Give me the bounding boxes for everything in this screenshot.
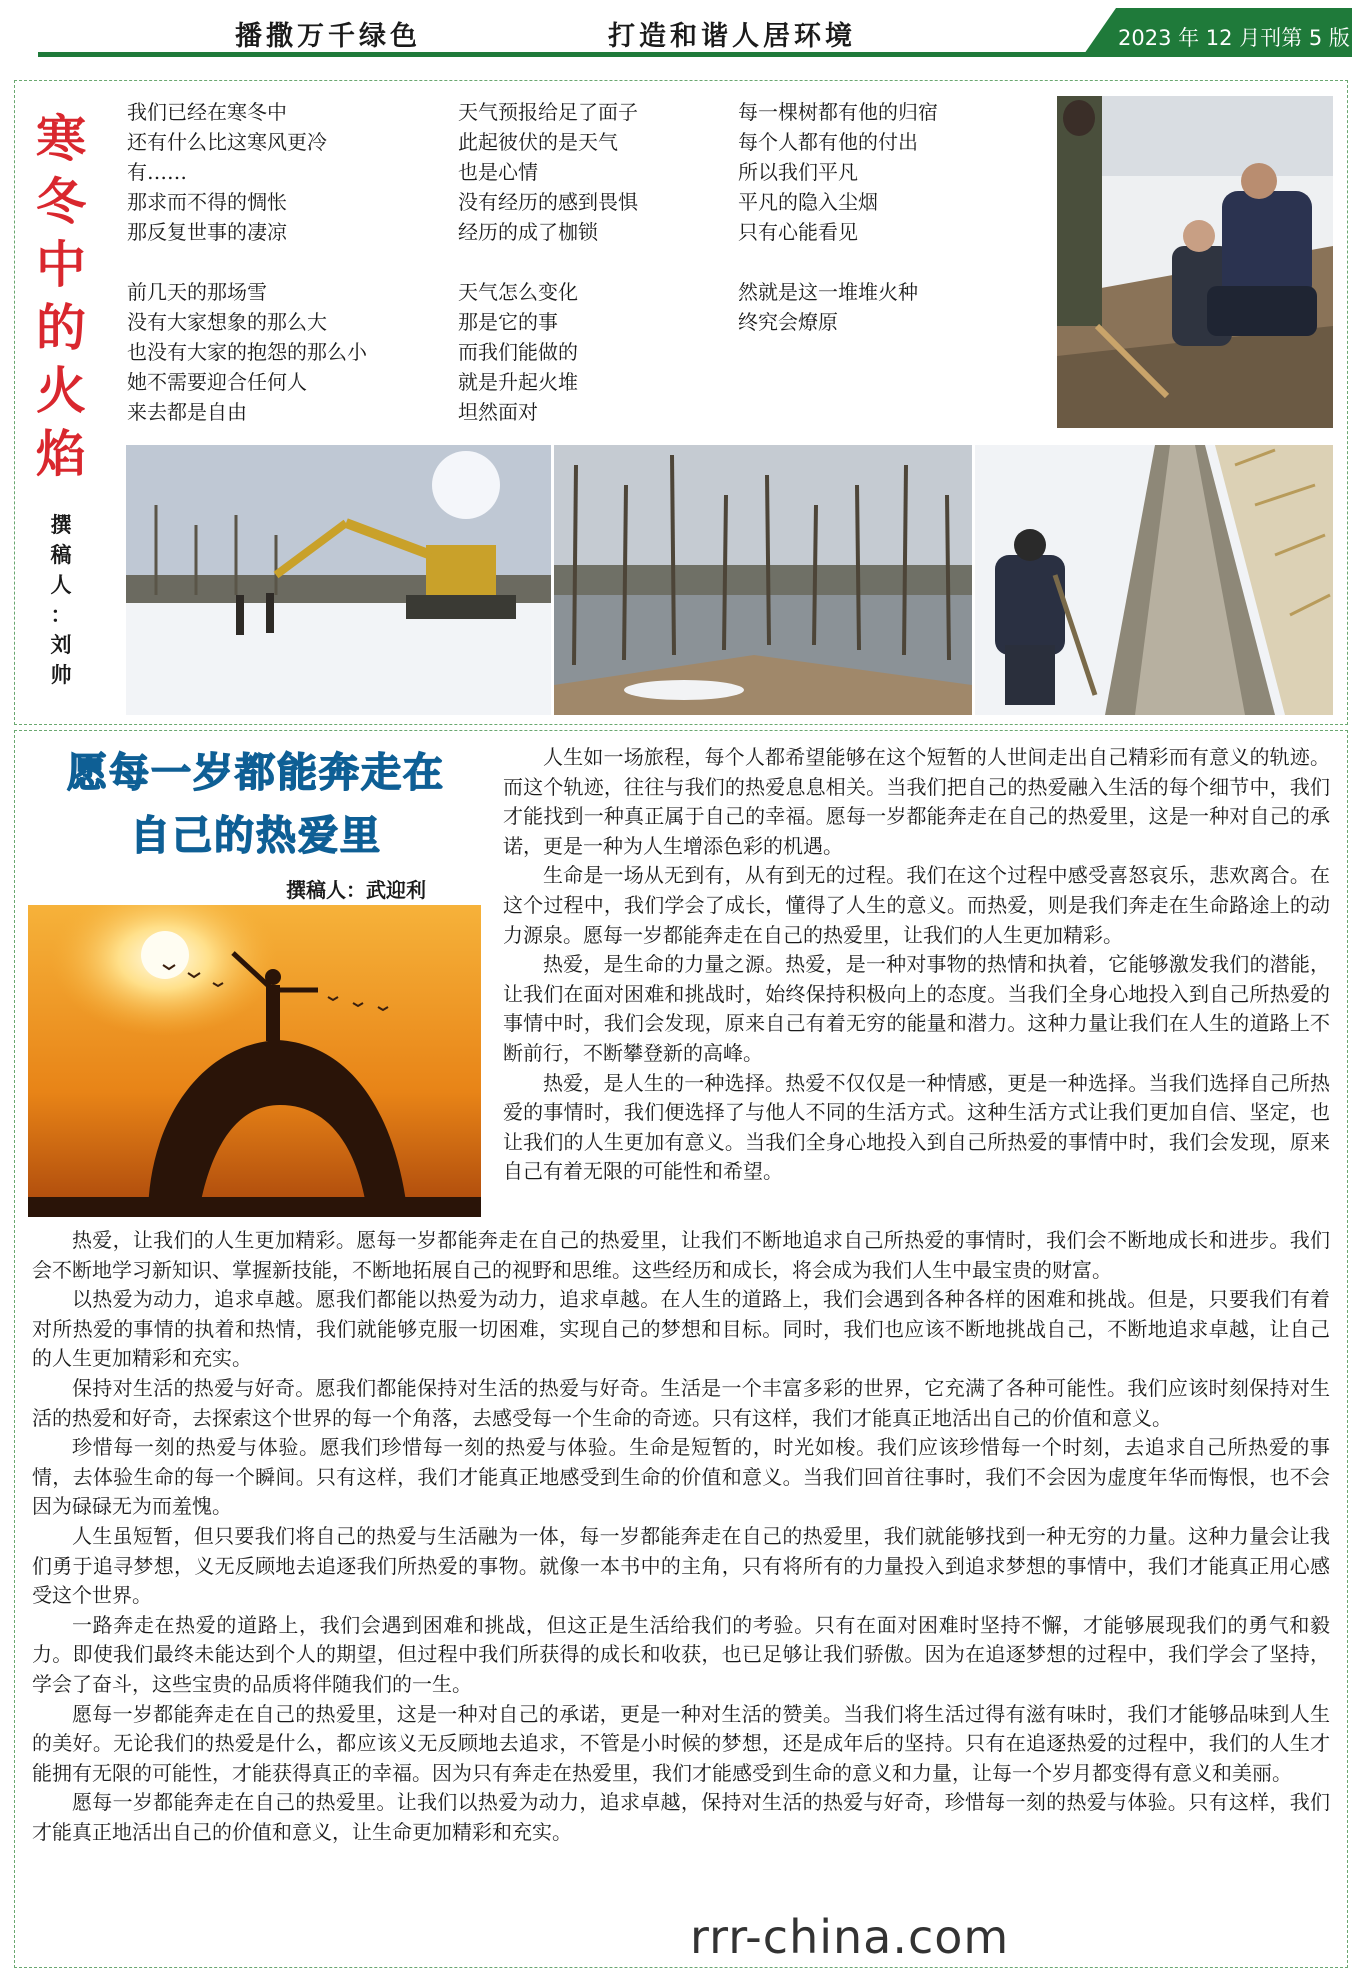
- photo-workers-in-snow: [1057, 96, 1333, 428]
- poem-line: 所以我们平凡: [738, 160, 858, 184]
- article-paragraph: 人生如一场旅程，每个人都希望能够在这个短暂的人世间走出自己精彩而有意义的轨迹。而这个轨迹，往往与我们的热爱息息相关。当我们把自己的热爱融入生活的每个细节中，我们才能找到一种真正属于自己的幸福。愿每一岁都能奔走在自己的热爱里，这是一种对自己的承诺，更是一种为人生增添色彩的机遇。: [503, 745, 1330, 858]
- poem-line: 也是心情: [458, 160, 538, 184]
- poem-line: 天气怎么变化: [458, 280, 578, 304]
- poem-column-1: [127, 97, 367, 427]
- article-body-right: [503, 743, 1330, 1187]
- poem-line: 没有经历的感到畏惧: [458, 190, 638, 214]
- header-rule: [38, 52, 1098, 57]
- poem-column-2: [458, 97, 638, 427]
- poem-line: 还有什么比这寒风更冷: [127, 130, 327, 154]
- poem-line: 那是它的事: [458, 310, 558, 334]
- issue-label: 2023 年 12 月刊第 5 版: [1118, 26, 1350, 50]
- photo-sunset-silhouette: [28, 905, 481, 1217]
- poem-line: 天气预报给足了面子: [458, 100, 638, 124]
- poem-author-char: 稿: [50, 542, 72, 567]
- poem-author: [44, 510, 78, 690]
- article-paragraph: 人生虽短暂，但只要我们将自己的热爱与生活融为一体，每一岁都能奔走在自己的热爱里，我们就能够找到一种无穷的力量。这种力量会让我们勇于追寻梦想，义无反顾地去追逐我们所热爱的事物。就像一本书中的主角，只有将所有的力量投入到追求梦想的事情中，我们才能真正用心感受这个世界。: [32, 1523, 1330, 1608]
- poem-line: 只有心能看见: [738, 220, 858, 244]
- poem-title-char: 中: [36, 236, 86, 294]
- photo-snowy-trench: [975, 445, 1333, 715]
- poem-line: 经历的成了枷锁: [458, 220, 598, 244]
- article-author: 撰稿人：武迎利: [286, 878, 426, 902]
- article-paragraph: 热爱，让我们的人生更加精彩。愿每一岁都能奔走在自己的热爱里，让我们不断地追求自己所热爱的事情时，我们会不断地成长和进步。我们会不断地学习新知识、掌握新技能，不断地拓展自己的视野和思维。这些经历和成长，将会成为我们人生中最宝贵的财富。: [32, 1228, 1330, 1282]
- article-paragraph: 珍惜每一刻的热爱与体验。愿我们珍惜每一刻的热爱与体验。生命是短暂的，时光如梭。我们应该珍惜每一个时刻，去追求自己所热爱的事情，去体验生命的每一个瞬间。只有这样，我们才能真正地感受到生命的价值和意义。当我们回首往事时，我们不会因为虚度年华而悔恨，也不会因为碌碌无为而羞愧。: [32, 1435, 1330, 1519]
- poem-author-char: 撰: [50, 512, 72, 537]
- poem-line: 那求而不得的惆怅: [127, 190, 287, 214]
- poem-title: [30, 108, 92, 486]
- poem-line: 就是升起火堆: [458, 370, 578, 394]
- poem-author-char: 帅: [50, 662, 72, 687]
- article-paragraph: 愿每一岁都能奔走在自己的热爱里。让我们以热爱为动力，追求卓越，保持对生活的热爱与好奇，珍惜每一刻的热爱与体验。只有这样，我们才能真正地活出自己的价值和意义，让生命更加精彩和充实。: [32, 1790, 1330, 1844]
- poem-author-char: 刘: [50, 632, 72, 657]
- poem-line: 我们已经在寒冬中: [127, 100, 287, 124]
- header-slogan-left: 播撒万千绿色: [235, 21, 421, 52]
- poem-title-char: 的: [36, 299, 86, 357]
- poem-title-char: 火: [36, 362, 86, 420]
- article-title-line: 自己的热爱里: [130, 813, 382, 859]
- article-paragraph: 热爱，是人生的一种选择。热爱不仅仅是一种情感，更是一种选择。当我们选择自己所热爱的事情时，我们便选择了与他人不同的生活方式。这种生活方式让我们更加自信、坚定，也让我们的人生更加有意义。当我们全身心地投入到自己所热爱的事情中时，我们会发现，原来自己有着无限的可能性和希望。: [503, 1070, 1330, 1184]
- poem-author-char: 人: [50, 572, 72, 597]
- poem-line: 前几天的那场雪: [127, 280, 267, 304]
- stanza-gap: [738, 247, 938, 277]
- poem-column-3: [738, 97, 938, 337]
- article-title-line: 愿每一岁都能奔走在: [67, 750, 445, 796]
- poem-line: 来去都是自由: [127, 400, 247, 424]
- poem-line: 平凡的隐入尘烟: [738, 190, 878, 214]
- photo-excavator-in-snow: [126, 445, 551, 715]
- photo-flooded-tree-field: [554, 445, 972, 715]
- article-paragraph: 生命是一场从无到有，从有到无的过程。我们在这个过程中感受喜怒哀乐，悲欢离合。在这个过程中，我们学会了成长，懂得了人生的意义。而热爱，则是我们奔走在生命路途上的动力源泉。愿每一岁都能奔走在自己的热爱里，让我们的人生更加精彩。: [503, 863, 1330, 947]
- poem-line: 她不需要迎合任何人: [127, 370, 307, 394]
- poem-author-char: ：: [50, 602, 72, 627]
- poem-line: 每个人都有他的付出: [738, 130, 918, 154]
- article-paragraph: 一路奔走在热爱的道路上，我们会遇到困难和挑战，但这正是生活给我们的考验。只有在面对困难时坚持不懈，才能够展现我们的勇气和毅力。即使我们最终未能达到个人的期望，但过程中我们所获得的成长和收获，也已足够让我们骄傲。因为在追逐梦想的过程中，我们学会了坚持，学会了奋斗，这些宝贵的品质将伴随我们的一生。: [32, 1612, 1330, 1696]
- header-slogan-middle: 打造和谐人居环境: [608, 21, 856, 52]
- poem-line: 然就是这一堆堆火种: [738, 280, 918, 304]
- poem-line: 没有大家想象的那么大: [127, 310, 327, 334]
- stanza-gap: [458, 247, 638, 277]
- article-paragraph: 保持对生活的热爱与好奇。愿我们都能保持对生活的热爱与好奇。生活是一个丰富多彩的世界，它充满了各种可能性。我们应该时刻保持对生活的热爱和好奇，去探索这个世界的每一个角落，去感受每一个生命的奇迹。只有这样，我们才能真正地活出自己的价值和意义。: [32, 1375, 1330, 1430]
- poem-title-char: 焰: [36, 425, 86, 483]
- article-paragraph: 以热爱为动力，追求卓越。愿我们都能以热爱为动力，追求卓越。在人生的道路上，我们会遇到各种各样的困难和挑战。但是，只要我们有着对所热爱的事情的执着和热情，我们就能够克服一切困难，实现自己的梦想和目标。同时，我们也应该不断地挑战自己，不断地追求卓越，让自己的人生更加精彩和充实。: [32, 1287, 1330, 1371]
- poem-line: 终究会燎原: [738, 310, 838, 334]
- poem-line: 每一棵树都有他的归宿: [738, 100, 938, 124]
- poem-line: 有……: [127, 160, 187, 184]
- poem-line: 那反复世事的凄凉: [127, 220, 287, 244]
- article-paragraph: 愿每一岁都能奔走在自己的热爱里，这是一种对自己的承诺，更是一种对生活的赞美。当我们将生活过得有滋有味时，我们才能够品味到人生的美好。无论我们的热爱是什么，都应该义无反顾地去追求，不管是小时候的梦想，还是成年后的坚持。只有在追逐热爱的过程中，我们的人生才能拥有无限的可能性，才能获得真正的幸福。因为只有奔走在热爱里，我们才能感受到生命的意义和力量，让每一个岁月都变得有意义和美丽。: [32, 1701, 1330, 1785]
- poem-line: 而我们能做的: [458, 340, 578, 364]
- article-title: [36, 742, 476, 868]
- poem-title-char: 寒: [36, 110, 86, 168]
- stanza-gap: [127, 247, 367, 277]
- poem-line: 也没有大家的抱怨的那么小: [127, 340, 367, 364]
- article-paragraph: 热爱，是生命的力量之源。热爱，是一种对事物的热情和执着，它能够激发我们的潜能，让我们在面对困难和挑战时，始终保持积极向上的态度。当我们全身心地投入到自己所热爱的事情中时，我们会发现，原来自己有着无穷的能量和潜力。这种力量让我们在人生的道路上不断前行，不断攀登新的高峰。: [503, 952, 1330, 1065]
- poem-line: 坦然面对: [458, 400, 538, 424]
- article-body-full: [32, 1226, 1330, 1847]
- watermark: rrr-china.com: [690, 1910, 1010, 1964]
- poem-title-char: 冬: [36, 173, 86, 231]
- poem-line: 此起彼伏的是天气: [458, 130, 618, 154]
